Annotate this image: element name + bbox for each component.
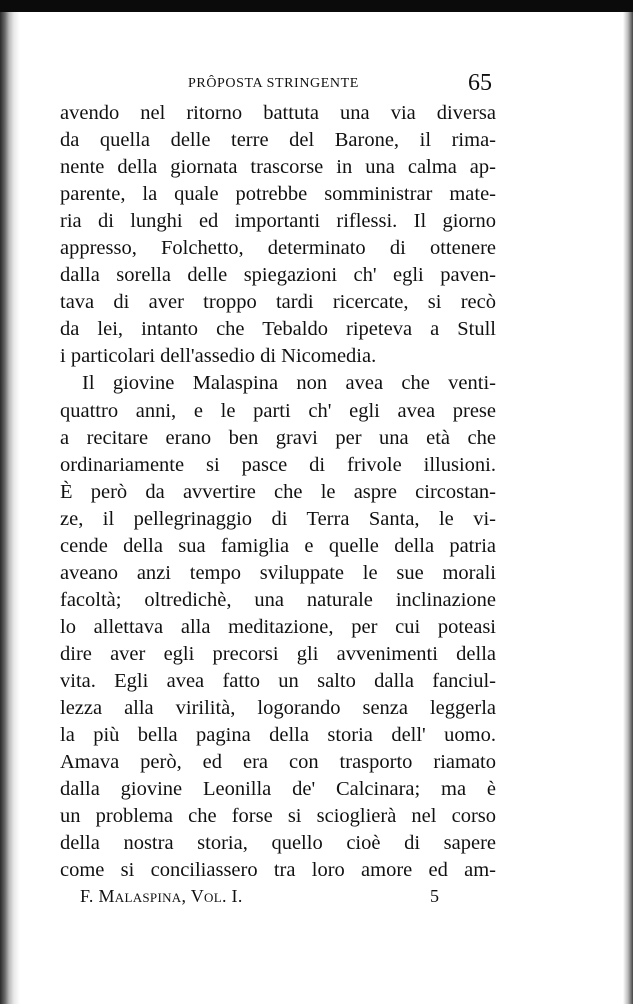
book-gutter-shadow [0, 12, 20, 1004]
text-line: vita. Egli avea fatto un salto dalla fanciul- [60, 669, 496, 692]
text-line: parente, la quale potrebbe somministrar mate- [60, 183, 496, 206]
page-right-edge [623, 12, 633, 1004]
scan-top-band [0, 0, 633, 12]
text-line: ze, il pellegrinaggio di Terra Santa, le vi- [60, 507, 496, 530]
text-line: appresso, Folchetto, determinato di ottenere [60, 237, 496, 260]
text-line: un problema che forse si scioglierà nel corso [60, 805, 496, 828]
body-text [60, 100, 496, 884]
text-line: lo allettava alla meditazione, per cui poteasi [60, 615, 496, 638]
text-line: dalla sorella delle spiegazioni ch' egli paven- [60, 264, 496, 287]
text-line: a recitare erano ben gravi per una età che [60, 426, 496, 449]
signature-number: 5 [430, 886, 439, 906]
text-line: lezza alla virilità, logorando senza leggerla [60, 697, 496, 720]
text-line: aveano anzi tempo sviluppate le sue morali [60, 561, 496, 584]
text-line: la più bella pagina della storia dell' uomo. [60, 724, 496, 747]
running-head-title: PRÔPOSTA STRINGENTE [188, 76, 359, 91]
text-line: i particolari dell'assedio di Nicomedia. [60, 345, 377, 368]
text-line: Amava però, ed era con trasporto riamato [60, 751, 496, 774]
page-footer [60, 886, 496, 914]
text-line: tava di aver troppo tardi ricercate, si recò [60, 291, 496, 314]
text-line: quattro anni, e le parti ch' egli avea prese [60, 399, 496, 422]
text-line: da quella delle terre del Barone, il rima- [60, 129, 496, 152]
text-line: dire aver egli precorsi gli avvenimenti della [60, 642, 496, 665]
text-line: cende della sua famiglia e quelle della patria [60, 534, 496, 557]
text-line: nente della giornata trascorse in una calma ap- [60, 156, 496, 179]
page-number: 65 [468, 70, 492, 96]
printer-signature: F. Malaspina, Vol. I. [80, 886, 243, 906]
text-line: ria di lunghi ed importanti riflessi. Il giorno [60, 210, 496, 233]
paragraph-1 [60, 100, 496, 370]
text-line: come si conciliassero tra loro amore ed am- [60, 859, 496, 882]
text-line: dalla giovine Leonilla de' Calcinara; ma è [60, 778, 496, 801]
running-head [60, 70, 496, 100]
text-line: facoltà; oltredichè, una naturale inclinazione [60, 588, 496, 611]
text-line: È però da avvertire che le aspre circostan- [60, 480, 496, 503]
text-line: Il giovine Malaspina non avea che venti- [82, 372, 496, 395]
text-line: da lei, intanto che Tebaldo ripeteva a Stull [60, 318, 496, 341]
text-line: della nostra storia, quello cioè di sapere [60, 832, 496, 855]
text-line: avendo nel ritorno battuta una via diversa [60, 102, 496, 124]
paragraph-2 [60, 370, 496, 884]
text-line: ordinariamente si pasce di frivole illusioni. [60, 453, 496, 476]
